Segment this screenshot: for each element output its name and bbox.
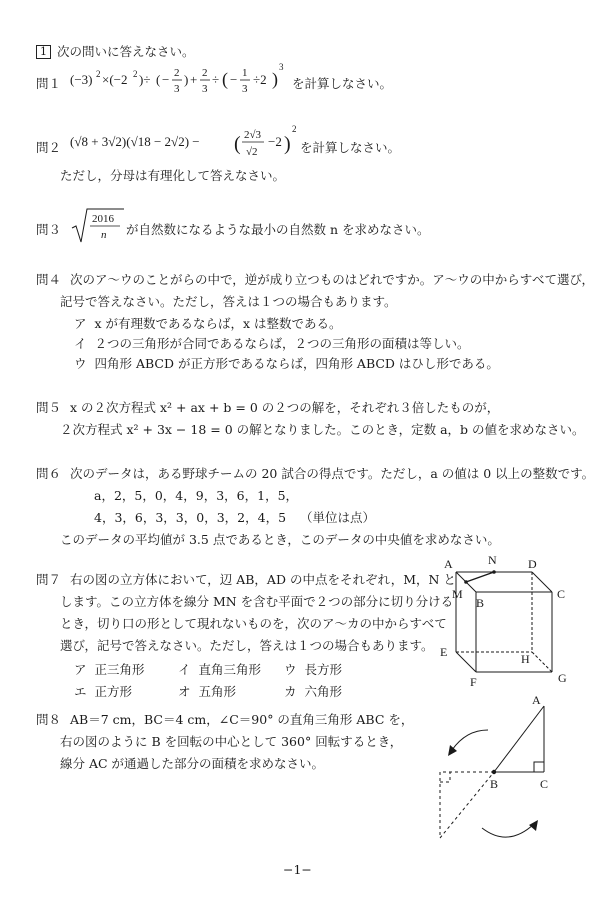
rotation-arrow-bottom: [482, 824, 534, 837]
q7-choice-u: [284, 662, 342, 678]
q6-line1: 次のデータは，ある野球チームの 20 試合の得点です。ただし，a の値は 0 以上の整数です。: [70, 466, 595, 481]
label-c: C: [540, 777, 549, 791]
q3-formula: [70, 204, 126, 248]
rotation-figure: [426, 688, 576, 864]
choice-text: 五角形: [198, 684, 236, 699]
choice-mark: エ: [74, 684, 87, 699]
q6-data-row1: a，2，5，0，4，9，3，6，1，5，: [94, 488, 299, 503]
q2-formula: [70, 120, 300, 166]
cube-figure: [428, 552, 578, 688]
q4-option-a: [74, 316, 342, 332]
q5-line2: ２次方程式 x² + 3x − 18 = 0 の解となりました。このとき，定数 a，b の値を求めなさい。: [60, 422, 585, 437]
label-a: A: [444, 557, 453, 571]
choice-text: 正方形: [94, 684, 132, 699]
label-c: C: [557, 587, 566, 601]
right-angle-mark-rotated: [440, 772, 450, 782]
svg-text:): ): [184, 72, 189, 87]
svg-text:(: (: [234, 133, 241, 155]
choice-text: 長方形: [304, 662, 342, 677]
q5-line1: x の２次方程式 x² + ax + b = 0 の２つの解を，それぞれ３倍したものが，: [70, 400, 500, 415]
q7-label: 問７: [36, 572, 62, 587]
svg-text:2√3: 2√3: [244, 129, 262, 141]
svg-text:×(−2: ×(−2: [102, 72, 128, 87]
choice-text: 六角形: [304, 684, 342, 699]
label-h: H: [521, 652, 530, 666]
svg-text:3: 3: [279, 62, 284, 72]
svg-text:2: 2: [133, 69, 138, 79]
svg-text:3: 3: [242, 83, 248, 95]
q2-label: 問２: [36, 140, 62, 155]
q8-line2: 右の図のように B を回転の中心として 360° 回転するとき，: [60, 734, 403, 749]
choice-mark: ウ: [284, 662, 297, 677]
option-text: x が有理数であるならば，x は整数である。: [94, 316, 342, 331]
edge-fe: [456, 652, 476, 672]
svg-text:2: 2: [292, 124, 297, 134]
svg-text:+: +: [190, 72, 198, 87]
q1-expression: [70, 58, 290, 108]
q7-choice-e: [74, 684, 132, 700]
svg-text:−: −: [162, 72, 170, 87]
label-a: A: [532, 693, 541, 707]
label-m: M: [452, 587, 463, 601]
option-mark: ウ: [74, 356, 87, 371]
q7-choice-ka: [284, 684, 342, 700]
choice-mark: カ: [284, 684, 297, 699]
q4-option-i: [74, 336, 469, 352]
q3-instruction: が自然数になるような最小の自然数 n を求めなさい。: [126, 222, 430, 237]
label-g: G: [558, 671, 567, 685]
label-b: B: [476, 596, 485, 610]
right-angle-mark-c: [534, 762, 544, 772]
q3-label: 問３: [36, 222, 62, 237]
choice-mark: オ: [178, 684, 191, 699]
question-number-box: 1: [36, 45, 51, 59]
label-d: D: [528, 557, 537, 571]
svg-text:(: (: [222, 69, 228, 89]
svg-text:)÷: )÷: [139, 72, 151, 87]
q2-instruction: を計算しなさい。: [300, 140, 401, 155]
edge-hg: [532, 652, 552, 672]
svg-text:(−3): (−3): [70, 72, 93, 87]
segment-mn: [466, 572, 494, 582]
label-f: F: [470, 675, 477, 688]
choice-mark: イ: [178, 662, 191, 677]
point-m: [464, 580, 468, 584]
rotation-arrow-top: [452, 730, 488, 750]
svg-text:(: (: [156, 72, 161, 87]
edge-dc: [532, 572, 552, 592]
q4-line1: 次のア〜ウのことがらの中で，逆が成り立つものはどれですか。ア〜ウの中からすべて選び，: [70, 272, 595, 287]
option-text: 四角形 ABCD が正方形であるならば，四角形 ABCD はひし形である。: [94, 356, 499, 371]
option-mark: イ: [74, 336, 87, 351]
choice-text: 直角三角形: [198, 662, 261, 677]
svg-text:2: 2: [202, 67, 208, 79]
q2-note: ただし，分母は有理化して答えなさい。: [60, 168, 286, 183]
svg-text:−2: −2: [268, 134, 282, 149]
q1-instruction: を計算しなさい。: [292, 76, 393, 91]
svg-text:÷2: ÷2: [253, 72, 267, 87]
q7-choice-o: [178, 684, 236, 700]
choice-mark: ア: [74, 662, 87, 677]
q5-label: 問５: [36, 400, 62, 415]
svg-text:): ): [284, 133, 291, 155]
label-e: E: [440, 645, 448, 659]
svg-text:1: 1: [242, 67, 248, 79]
svg-text:−: −: [230, 72, 238, 87]
point-n: [492, 570, 496, 574]
q7-line1: 右の図の立方体において，辺 AB，AD の中点をそれぞれ，M，N と: [70, 572, 456, 587]
svg-text:n: n: [101, 229, 107, 241]
arrowhead-top-icon: [448, 745, 457, 756]
q6-line2: このデータの平均値が 3.5 点であるとき，このデータの中央値を求めなさい。: [60, 532, 500, 547]
q8-label: 問８: [36, 712, 62, 727]
q8-line3: 線分 AC が通過した部分の面積を求めなさい。: [60, 756, 325, 771]
svg-text:3: 3: [174, 83, 180, 95]
label-n: N: [488, 553, 497, 567]
q6-label: 問６: [36, 466, 62, 481]
option-mark: ア: [74, 316, 87, 331]
q4-option-u: [74, 356, 499, 372]
label-b: B: [490, 777, 499, 791]
svg-text:): ): [272, 69, 278, 89]
point-b: [492, 770, 496, 774]
choice-text: 正三角形: [94, 662, 145, 677]
q1-formula: [70, 58, 290, 104]
q7-choice-i: [178, 662, 261, 678]
arrowhead-bottom-icon: [529, 820, 538, 831]
q4-line2: 記号で答えなさい。ただし，答えは１つの場合もあります。: [60, 294, 397, 309]
svg-text:2: 2: [96, 69, 101, 79]
section-title: 次の問いに答えなさい。: [57, 44, 195, 59]
q1-label: 問１: [36, 76, 62, 91]
svg-text:2: 2: [174, 67, 180, 79]
q7-choice-a: [74, 662, 144, 678]
q8-line1: AB＝7 cm，BC＝4 cm，∠C＝90° の直角三角形 ABC を，: [70, 712, 414, 727]
q6-unit: （単位は点）: [300, 510, 376, 525]
svg-text:2016: 2016: [92, 213, 114, 225]
svg-text:3: 3: [202, 83, 208, 95]
q7-line3: とき，切り口の形として現れないものを，次のア〜カの中からすべて: [60, 616, 447, 631]
page-number: −1−: [283, 862, 312, 877]
svg-text:(√8 + 3√2)(√18 − 2√2) −: (√8 + 3√2)(√18 − 2√2) −: [70, 134, 200, 149]
q7-line2: します。この立方体を線分 MN を含む平面で２つの部分に切り分ける: [60, 594, 454, 609]
svg-text:÷: ÷: [212, 72, 220, 87]
svg-text:√2: √2: [246, 146, 258, 158]
option-text: ２つの三角形が合同であるならば，２つの三角形の面積は等しい。: [94, 336, 470, 351]
q7-line4: 選び，記号で答えなさい。ただし，答えは１つの場合もあります。: [60, 638, 434, 653]
q6-data-row2: 4，3，6，3，3，0，3，2，4，5: [94, 510, 287, 525]
q4-label: 問４: [36, 272, 62, 287]
q3-expression: [70, 204, 126, 252]
q2-expression: [70, 120, 300, 170]
